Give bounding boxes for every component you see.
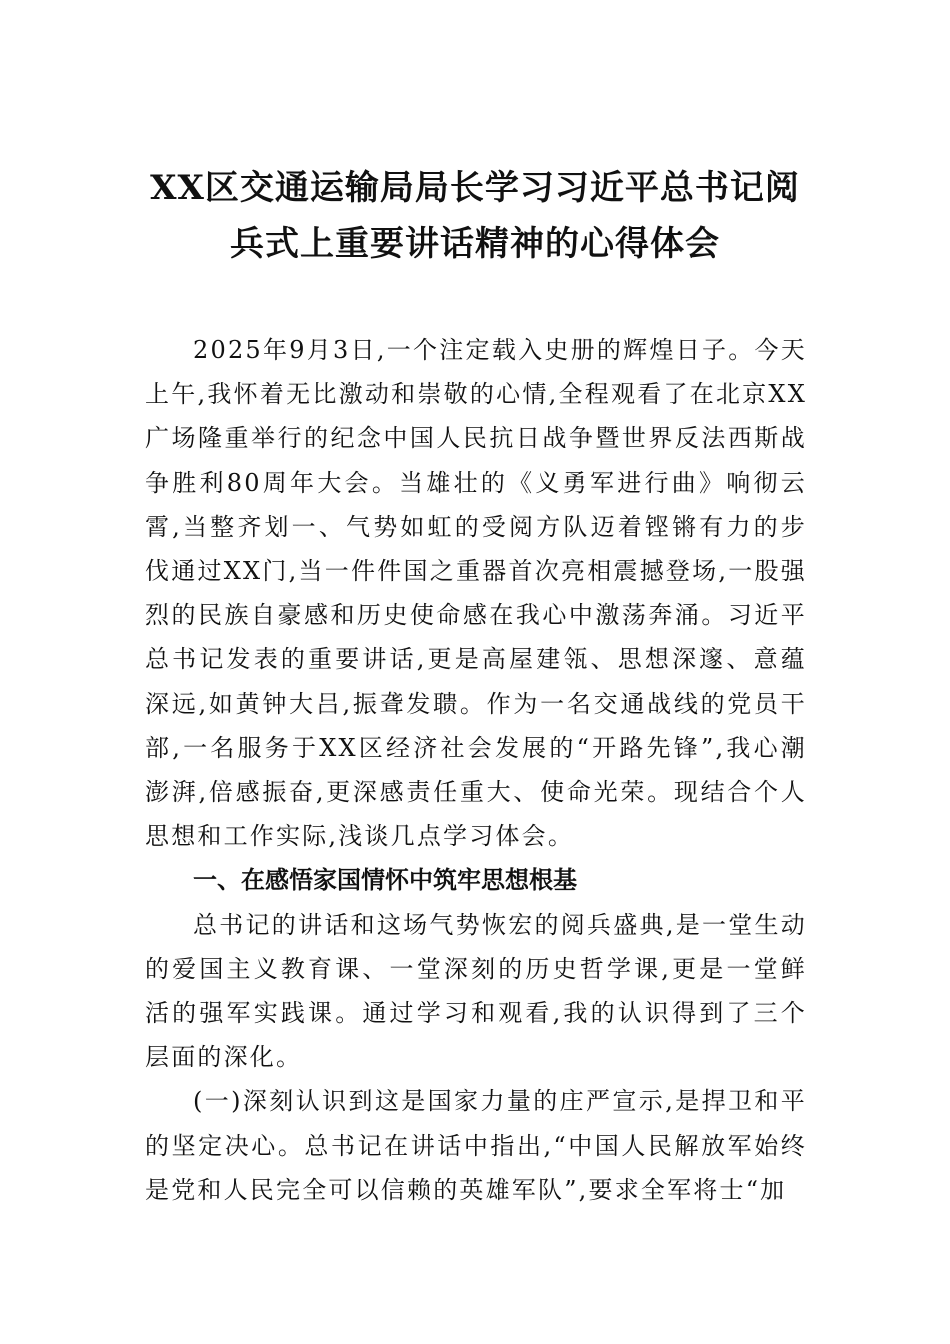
intro-paragraph: 2025年9月3日,一个注定载入史册的辉煌日子。今天上午,我怀着无比激动和崇敬的心情,全程观看了在北京XX广场隆重举行的纪念中国人民抗日战争暨世界反法西斯战争胜利80周年大会。当雄壮的《义勇军进行曲》响彻云霄,当整齐划一、气势如虹的受阅方队迈着铿锵有力的步伐通过XX门,当一件件国之重器首次亮相震撼登场,一股强烈的民族自豪感和历史使命感在我心中激荡奔涌。习近平总书记发表的重要讲话,更是高屋建瓴、思想深邃、意蕴深远,如黄钟大吕,振聋发聩。作为一名交通战线的党员干部,一名服务于XX区经济社会发展的“开路先锋”,我心潮澎湃,倍感振奋,更深感责任重大、使命光荣。现结合个人思想和工作实际,浅谈几点学习体会。	[145, 336, 807, 851]
section-1-point-1-paragraph: (一)深刻认识到这是国家力量的庄严宣示,是捍卫和平的坚定决心。总书记在讲话中指出,“中国人民解放军始终是党和人民完全可以信赖的英雄军队”,要求全军将士“加	[145, 1087, 807, 1204]
document-body	[145, 328, 807, 1212]
title-line-1: XX区交通运输局局长学习习近平总书记阅	[150, 168, 800, 208]
section-1-heading: 一、在感悟家国情怀中筑牢思想根基	[193, 866, 577, 895]
document-title	[145, 160, 805, 272]
section-1-intro-paragraph: 总书记的讲话和这场气势恢宏的阅兵盛典,是一堂生动的爱国主义教育课、一堂深刻的历史哲学课,更是一堂鲜活的强军实践课。通过学习和观看,我的认识得到了三个层面的深化。	[145, 910, 807, 1072]
title-line-2: 兵式上重要讲话精神的心得体会	[230, 224, 720, 264]
